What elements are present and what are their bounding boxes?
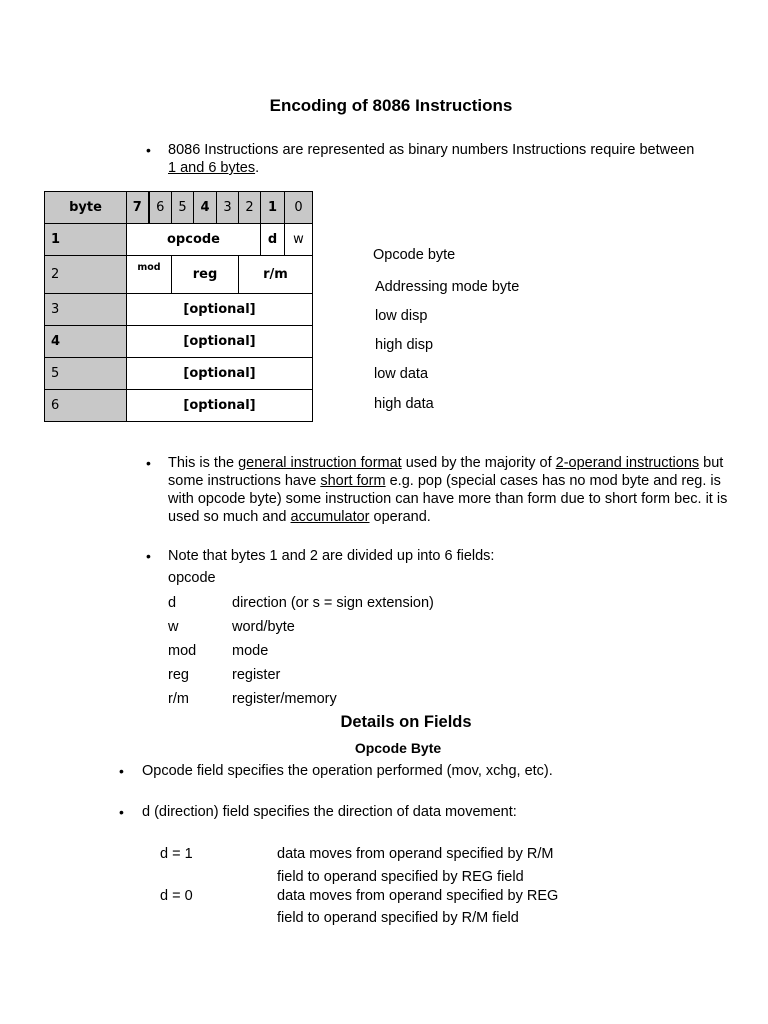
d-cell: d — [261, 224, 285, 256]
bit-6: 6 — [149, 192, 172, 224]
text-run: e.g. pop (special cases has no mod byte and reg. is with opcode byte) some instruction can have more than form due to short form bec. it is used so much and — [168, 473, 728, 525]
two-operand-link: 2-operand instructions — [555, 455, 700, 471]
d-value-label: d = 1 — [160, 846, 193, 862]
bullet-marker: • — [119, 763, 124, 779]
row-number: 2 — [45, 256, 127, 294]
general-format-link: general instruction format — [238, 455, 402, 471]
table-row — [45, 326, 313, 358]
d-value-label: d = 0 — [160, 888, 193, 904]
side-label-low-data: low data — [374, 366, 429, 382]
optional-cell: [optional] — [127, 326, 313, 358]
optional-cell: [optional] — [127, 390, 313, 422]
table-row — [45, 224, 313, 256]
encoding-table — [44, 191, 313, 422]
details-heading: Details on Fields — [340, 713, 472, 731]
side-label-addressing-mode-byte: Addressing mode byte — [375, 279, 520, 295]
table-row — [45, 294, 313, 326]
field-name: d — [168, 595, 177, 611]
accumulator-link: accumulator — [290, 509, 370, 525]
side-label-low-disp: low disp — [375, 308, 428, 324]
row-number: 4 — [45, 326, 127, 358]
field-name: reg — [168, 667, 189, 683]
page-title: Encoding of 8086 Instructions — [269, 96, 513, 115]
text-run: operand. — [369, 509, 431, 525]
intro-underlined: 1 and 6 bytes — [168, 160, 256, 176]
bullet-marker: • — [146, 142, 151, 158]
bit-0: 0 — [285, 192, 313, 224]
optional-cell: [optional] — [127, 358, 313, 390]
side-label-high-data: high data — [374, 396, 434, 412]
field-desc: register — [232, 667, 281, 683]
general-format-paragraph — [168, 454, 728, 526]
bit-3: 3 — [217, 192, 239, 224]
byte-header: byte — [45, 192, 127, 224]
table-header-row — [45, 192, 313, 224]
intro-text: 8086 Instructions are represented as binary numbers Instructions require between — [168, 142, 695, 158]
table-row — [45, 358, 313, 390]
d-value-line: data moves from operand specified by REG — [277, 888, 559, 904]
details-bullet: d (direction) field specifies the direction of data movement: — [142, 804, 517, 820]
row-number: 5 — [45, 358, 127, 390]
side-label-high-disp: high disp — [375, 337, 434, 353]
row-number: 3 — [45, 294, 127, 326]
field-name: opcode — [168, 570, 216, 586]
field-desc: register/memory — [232, 691, 337, 707]
field-desc: direction (or s = sign extension) — [232, 595, 434, 611]
row-number: 6 — [45, 390, 127, 422]
short-form-link: short form — [320, 473, 386, 489]
text-run: but some instructions have — [168, 455, 724, 489]
mod-cell: mod — [127, 256, 172, 294]
row-number: 1 — [45, 224, 127, 256]
field-desc: word/byte — [232, 619, 295, 635]
field-desc: mode — [232, 643, 269, 659]
details-bullet: Opcode field specifies the operation performed (mov, xchg, etc). — [142, 763, 553, 779]
bit-2: 2 — [239, 192, 261, 224]
field-name: r/m — [168, 691, 189, 707]
field-name: mod — [168, 643, 197, 659]
fields-note: Note that bytes 1 and 2 are divided up into 6 fields: — [168, 548, 495, 564]
rm-cell: r/m — [239, 256, 313, 294]
table-row — [45, 256, 313, 294]
bullet-marker: • — [146, 455, 151, 471]
d-value-line: field to operand specified by REG field — [277, 869, 524, 885]
w-cell: w — [285, 224, 313, 256]
bullet-marker: • — [119, 804, 124, 820]
optional-cell: [optional] — [127, 294, 313, 326]
opcode-byte-heading: Opcode Byte — [354, 740, 442, 756]
field-name: w — [168, 619, 179, 635]
d-value-line: data moves from operand specified by R/M — [277, 846, 554, 862]
bullet-marker: • — [146, 548, 151, 564]
bit-1: 1 — [261, 192, 285, 224]
side-label-opcode-byte: Opcode byte — [373, 247, 456, 263]
text-run: used by the majority of — [401, 455, 556, 471]
bit-5: 5 — [172, 192, 194, 224]
intro-text-line2 — [168, 160, 259, 176]
opcode-cell: opcode — [127, 224, 261, 256]
d-value-line: field to operand specified by R/M field — [277, 910, 519, 926]
table-row — [45, 390, 313, 422]
reg-cell: reg — [172, 256, 239, 294]
intro-after: . — [255, 160, 260, 176]
bit-7: 7 — [127, 192, 149, 224]
bit-4: 4 — [194, 192, 217, 224]
text-run: This is the — [168, 455, 239, 471]
